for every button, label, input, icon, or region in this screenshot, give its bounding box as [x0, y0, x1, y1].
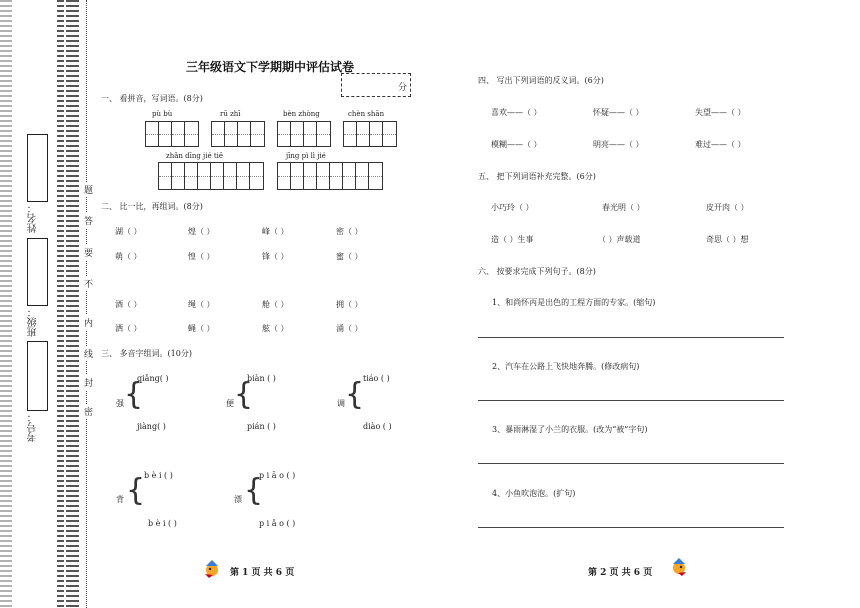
antonym-item: 失望——（ ） — [695, 108, 746, 117]
idiom-item: 小巧玲（ ） — [491, 203, 534, 212]
seal-char: 封 — [84, 375, 93, 390]
polyphone-reading: p i ā o ( ) — [259, 471, 296, 480]
exam-number-label: 考号： — [28, 412, 39, 442]
compare-item: 蜜（ ） — [336, 252, 363, 261]
seal-char: 要 — [84, 245, 93, 260]
answer-line[interactable] — [478, 400, 784, 401]
brace-icon: { — [234, 377, 254, 412]
compare-item: 蝇（ ） — [188, 324, 215, 333]
answer-line[interactable] — [478, 527, 784, 528]
seal-char: 题 — [84, 182, 93, 197]
polyphone-reading: b è i ( ) — [144, 471, 173, 480]
sentence-task: 1、和尚怀丙是出色的工程方面的专家。(缩句) — [492, 298, 656, 307]
seal-char: 线 — [84, 346, 93, 361]
brace-icon: { — [126, 473, 146, 508]
writing-grid[interactable] — [158, 162, 264, 190]
seal-char: 不 — [84, 276, 93, 291]
antonym-item: 难过——（ ） — [695, 140, 746, 149]
seal-char: 密 — [84, 404, 93, 419]
q6-heading: 六、 按要求完成下列句子。(8分) — [478, 267, 596, 276]
binding-hatch-outer — [0, 0, 12, 608]
polyphone-reading: diào ( ) — [363, 422, 392, 431]
compare-item: 锋（ ） — [262, 252, 289, 261]
pinyin: chèn shān — [348, 110, 385, 118]
antonym-item: 明亮——（ ） — [593, 140, 644, 149]
page-title: 三年级语文下学期期中评估试卷 — [186, 60, 355, 74]
seal-char: 答 — [84, 213, 93, 228]
idiom-item: 造（ ）生事 — [491, 235, 534, 244]
polyphone-char: 便 — [226, 399, 234, 408]
idiom-item: 春光明（ ） — [602, 203, 645, 212]
compare-item: 煌（ ） — [188, 227, 215, 236]
seal-dotted-line — [86, 0, 87, 608]
pinyin: zhǎn dīng jié tiě — [166, 152, 224, 160]
antonym-item: 模糊——（ ） — [491, 140, 542, 149]
name-label: 姓名： — [28, 203, 39, 233]
writing-grid[interactable] — [211, 121, 265, 147]
score-label: 分 — [397, 83, 407, 93]
cartoon-logo-icon — [201, 558, 223, 580]
compare-item: 密（ ） — [336, 227, 363, 236]
compare-item: 洒（ ） — [115, 324, 142, 333]
sentence-task: 2、汽车在公路上飞快地奔腾。(修改病句) — [492, 362, 640, 371]
compare-item: 湖（ ） — [115, 227, 142, 236]
polyphone-reading: tiáo ( ) — [363, 374, 390, 383]
pinyin: pù bù — [152, 110, 173, 118]
q4-heading: 四、 写出下列词语的反义词。(6分) — [478, 76, 604, 85]
idiom-item: 奇思（ ）想 — [706, 235, 749, 244]
writing-grid[interactable] — [277, 162, 383, 190]
sentence-task: 3、暴雨淋湿了小兰的衣服。(改为“被”字句) — [492, 425, 648, 434]
writing-grid[interactable] — [145, 121, 199, 147]
pinyin: rū zhī — [220, 110, 241, 118]
brace-icon: { — [345, 377, 365, 412]
cartoon-logo-icon — [668, 556, 690, 578]
exam-number-box[interactable] — [27, 341, 48, 411]
seal-char: 内 — [84, 315, 93, 330]
q3-heading: 三、 多音字组词。(10分) — [101, 349, 192, 358]
polyphone-reading: jiàng( ) — [137, 422, 166, 431]
polyphone-char: 背 — [116, 495, 124, 504]
idiom-item: 皮开肉（ ） — [706, 203, 749, 212]
polyphone-reading: b è i ( ) — [148, 519, 177, 528]
compare-item: 涌（ ） — [336, 324, 363, 333]
compare-item: 绳（ ） — [188, 300, 215, 309]
brace-icon: { — [124, 377, 144, 412]
compare-item: 惶（ ） — [188, 252, 215, 261]
class-label: 班级： — [28, 307, 39, 337]
page-number-left: 第 1 页 共 6 页 — [230, 568, 295, 578]
polyphone-reading: qiǎng( ) — [137, 374, 169, 383]
score-box[interactable] — [341, 73, 411, 97]
q5-heading: 五、 把下列词语补充完整。(6分) — [478, 172, 596, 181]
polyphone-char: 漂 — [234, 495, 242, 504]
polyphone-reading: biàn ( ) — [247, 374, 276, 383]
pinyin: jīng pì lì jié — [286, 152, 326, 160]
compare-item: 萌（ ） — [115, 252, 142, 261]
polyphone-char: 调 — [337, 399, 345, 408]
polyphone-reading: p i ǎ o ( ) — [259, 519, 296, 528]
pinyin: bèn zhòng — [283, 110, 320, 118]
name-box[interactable] — [27, 134, 48, 202]
antonym-item: 喜欢——（ ） — [491, 108, 542, 117]
writing-grid[interactable] — [343, 121, 397, 147]
polyphone-char: 强 — [116, 399, 124, 408]
compare-item: 舱（ ） — [262, 300, 289, 309]
compare-item: 拥（ ） — [336, 300, 363, 309]
antonym-item: 怀疑——（ ） — [593, 108, 644, 117]
binding-hatch — [57, 0, 79, 608]
class-box[interactable] — [27, 238, 48, 306]
answer-line[interactable] — [478, 463, 784, 464]
q2-heading: 二、 比一比，再组词。(8分) — [101, 202, 203, 211]
polyphone-reading: pián ( ) — [247, 422, 276, 431]
answer-line[interactable] — [478, 337, 784, 338]
compare-item: 峰（ ） — [262, 227, 289, 236]
writing-grid[interactable] — [277, 121, 331, 147]
compare-item: 舷（ ） — [262, 324, 289, 333]
sentence-task: 4、小鱼吹泡泡。(扩句) — [492, 489, 576, 498]
idiom-item: （ ）声载道 — [598, 235, 641, 244]
brace-icon: { — [244, 473, 264, 508]
compare-item: 酒（ ） — [115, 300, 142, 309]
q1-heading: 一、 看拼音，写词语。(8分) — [101, 94, 203, 103]
page-number-right: 第 2 页 共 6 页 — [588, 568, 653, 578]
